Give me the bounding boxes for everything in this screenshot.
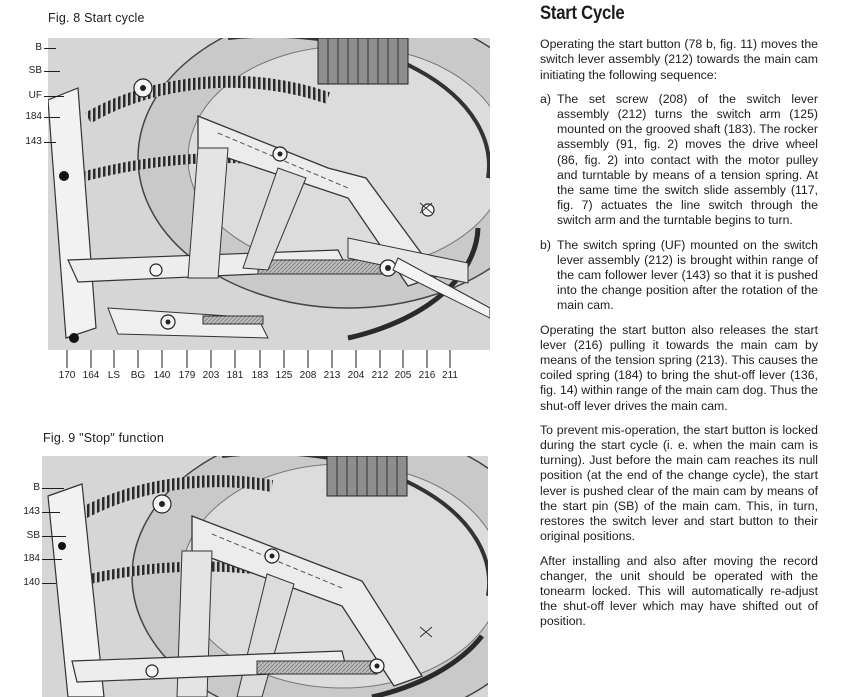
figure-8-leader-line [44,48,56,49]
figure-8-bottom-label: 170 [58,370,76,381]
figure-8-bottom-label: 212 [371,370,389,381]
figure-8-bottom-label: 213 [323,370,341,381]
list-item-b [540,238,818,314]
figure-8-bottom-label: 208 [299,370,317,381]
figure-8-bottom-leader-lines [48,350,490,368]
figure-8-caption: Fig. 8 Start cycle [48,11,145,25]
figure-9-side-label: 184 [23,553,40,564]
list-item-marker: a) [540,91,551,106]
figure-9-caption: Fig. 9 "Stop" function [43,431,164,445]
figure-8-side-label: 184 [25,111,42,122]
figure-9-illustration [42,456,488,697]
figure-8-bottom-label: 181 [226,370,244,381]
figure-8-bottom-leaders [48,350,490,368]
figure-9-leader-line [42,488,64,489]
figure-8-leader-line [44,71,60,72]
figure-8-drawing [48,38,490,350]
article-intro: Operating the start button (78 b, fig. 11) moves the switch lever assembly (212) towards the main cam initiating the following sequence: [540,37,818,82]
list-item-a [540,92,818,229]
figure-9-leader-line [42,536,66,537]
figure-9-side-label: SB [26,530,40,541]
figure-8-bottom-label: 183 [251,370,269,381]
figure-8-bottom-label: 140 [153,370,171,381]
list-item-text: The set screw (208) of the switch lever assembly (212) turns the switch arm (125) mounted on the grooved shaft (183). The rocker assembly (91, fig. 2) moves the drive wheel (86, fig. 2) into contact with the motor pulley and turntable by means of a tension spring. At the same time the switch slide assembly (117, fig. 7) actuates the line switch through the switch arm and the turntable begins to turn. [557,91,818,228]
figure-8-bottom-label: 164 [82,370,100,381]
figure-8-leader-line [44,142,56,143]
figure-8-bottom-label: 211 [442,370,458,381]
figure-9-leader-line [42,583,56,584]
article-title: Start Cycle [540,3,625,24]
figure-8-leader-line [44,96,64,97]
figure-9-side-label: 143 [23,506,40,517]
figure-8-side-label: 143 [25,136,42,147]
list-item-marker: b) [540,237,551,252]
article-paragraph: Operating the start button also releases the start lever (216) pulling it towards the main cam by means of the tension spring (213). This causes the coiled spring (184) to bring the shut-off lever (136, fig. 14) within range of the main cam dog. Thus the shut-off lever drives the main cam. [540,322,818,413]
article-paragraph: To prevent mis-operation, the start button is locked during the start cycle (i. e. when the main cam is turning). Just before the main cam reaches its null position (at the end of the change cycle), the start lever is pushed clear of the main cam by means of the start pin (SB) of the main cam. This, in turn, restores the switch lever and start button to their original positions. [540,422,818,544]
article-paragraph: After installing and also after moving the record changer, the unit should be operated with the tonearm locked. This will automatically re-adjust the shut-off lever which may have shifted out of position. [540,553,818,629]
figure-8-bottom-label: LS [107,370,121,381]
figure-8-side-label: B [35,42,42,53]
article-column [540,3,818,639]
figure-8-bottom-label: 125 [275,370,293,381]
figure-8-bottom-label: BG [130,370,146,381]
figure-8-leader-line [44,117,60,118]
figure-8-bottom-label: 216 [418,370,436,381]
figure-8-bottom-label: 179 [178,370,196,381]
figure-9-side-label: B [33,482,40,493]
figure-8-bottom-label: 204 [347,370,365,381]
figure-8-illustration [48,38,490,350]
figure-9-side-label: 140 [23,577,40,588]
figure-9-leader-line [42,559,62,560]
list-item-text: The switch spring (UF) mounted on the switch lever assembly (212) is brought within range of the cam follower lever (143) so that it is pushed into the change position after the rotation of the main cam. [557,237,818,313]
figure-8-bottom-label: 203 [202,370,220,381]
figure-8-side-label: UF [28,90,42,101]
figure-9-drawing [42,456,488,697]
figure-9-leader-line [42,512,60,513]
figure-8-side-label: SB [28,65,42,76]
figure-8-bottom-label: 205 [394,370,412,381]
